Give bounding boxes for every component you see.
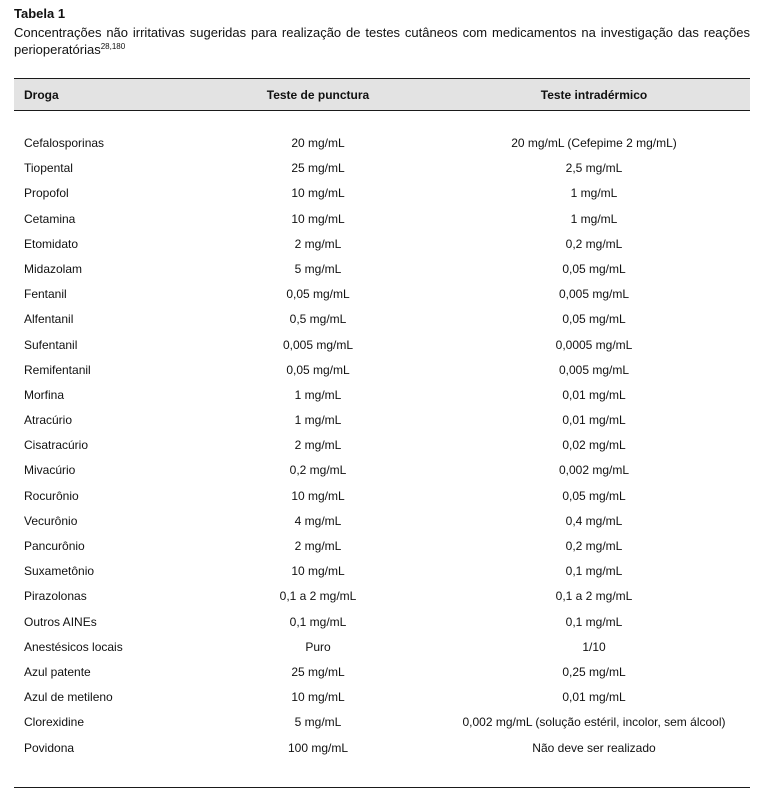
prick-test-cell: 100 mg/mL <box>287 740 349 755</box>
drug-cell: Propofol <box>24 186 69 201</box>
prick-test-cell: 0,05 mg/mL <box>286 287 350 302</box>
intradermal-test-cell: 0,1 mg/mL <box>565 564 623 579</box>
table-row <box>14 559 750 584</box>
drug-cell: Azul de metileno <box>24 690 113 705</box>
table-row <box>14 131 750 156</box>
intradermal-test-cell: 0,4 mg/mL <box>565 513 623 528</box>
intradermal-test-cell: 0,01 mg/mL <box>562 413 626 428</box>
prick-test-cell: 25 mg/mL <box>291 161 345 176</box>
column-header-prick-test: Teste de punctura <box>266 88 370 102</box>
intradermal-test-cell: 0,05 mg/mL <box>562 261 626 276</box>
table-row <box>14 534 750 559</box>
table-row <box>14 383 750 408</box>
table-caption-text: Concentrações não irritativas sugeridas para realização de testes cutâneos com medicamentos na investigação das reações perioperatórias <box>14 25 750 57</box>
table-row <box>14 408 750 433</box>
prick-test-cell: 5 mg/mL <box>294 261 342 276</box>
table-row <box>14 257 750 282</box>
table-body <box>14 131 750 761</box>
intradermal-test-cell: 0,0005 mg/mL <box>555 337 633 352</box>
table-row <box>14 484 750 509</box>
intradermal-test-cell: 0,2 mg/mL <box>565 539 623 553</box>
intradermal-test-cell: 1/10 <box>582 639 606 654</box>
drug-cell: Midazolam <box>24 261 83 276</box>
table-row <box>14 458 750 483</box>
drug-cell: Azul patente <box>24 664 91 679</box>
table-row <box>14 660 750 685</box>
prick-test-cell: 0,2 mg/mL <box>289 463 347 478</box>
drug-cell: Cetamina <box>24 211 76 226</box>
table-row <box>14 610 750 635</box>
drug-cell: Fentanil <box>24 287 67 302</box>
intradermal-test-cell: 20 mg/mL (Cefepime 2 mg/mL) <box>511 136 677 150</box>
prick-test-cell: 0,5 mg/mL <box>289 312 347 327</box>
prick-test-cell: Puro <box>305 639 331 654</box>
table-row <box>14 685 750 710</box>
intradermal-test-cell: 0,01 mg/mL <box>562 690 626 705</box>
prick-test-cell: 10 mg/mL <box>291 488 345 503</box>
drug-cell: Sufentanil <box>24 337 78 352</box>
intradermal-test-cell: 0,002 mg/mL <box>558 463 630 478</box>
prick-test-cell: 1 mg/mL <box>294 387 342 402</box>
prick-test-cell: 0,1 a 2 mg/mL <box>279 589 357 604</box>
table-row <box>14 282 750 307</box>
prick-test-cell: 1 mg/mL <box>294 413 342 428</box>
drug-cell: Cisatracúrio <box>24 438 89 453</box>
intradermal-test-cell: 0,2 mg/mL <box>565 236 623 251</box>
table-row <box>14 181 750 206</box>
table-row <box>14 156 750 181</box>
prick-test-cell: 0,005 mg/mL <box>282 337 354 352</box>
table-row <box>14 584 750 609</box>
drug-cell: Cefalosporinas <box>24 136 105 150</box>
intradermal-test-cell: 0,05 mg/mL <box>562 312 626 327</box>
table-row <box>14 635 750 660</box>
intradermal-test-cell: 0,02 mg/mL <box>562 438 626 453</box>
drug-cell: Clorexidine <box>24 715 85 730</box>
prick-test-cell: 10 mg/mL <box>291 211 345 226</box>
table-row <box>14 232 750 257</box>
prick-test-cell: 25 mg/mL <box>291 664 345 679</box>
drug-cell: Povidona <box>24 740 75 755</box>
column-header-drug: Droga <box>24 88 59 102</box>
bottom-rule <box>14 787 750 788</box>
drug-cell: Vecurônio <box>24 513 78 528</box>
drug-cell: Morfina <box>24 387 65 402</box>
table-row <box>14 358 750 383</box>
table-row <box>14 333 750 358</box>
drug-cell: Suxametônio <box>24 564 95 579</box>
intradermal-test-cell: 0,1 mg/mL <box>565 614 623 629</box>
table-header <box>14 79 750 111</box>
table-row <box>14 509 750 534</box>
drug-cell: Pancurônio <box>24 539 85 553</box>
prick-test-cell: 20 mg/mL <box>291 136 345 150</box>
caption-references: 28,180 <box>100 42 126 51</box>
drug-cell: Mivacúrio <box>24 463 76 478</box>
prick-test-cell: 10 mg/mL <box>291 690 345 705</box>
prick-test-cell: 4 mg/mL <box>294 513 342 528</box>
drug-cell: Etomidato <box>24 236 79 251</box>
intradermal-test-cell: 1 mg/mL <box>570 186 618 201</box>
drug-cell: Tiopental <box>24 161 73 176</box>
prick-test-cell: 2 mg/mL <box>294 539 342 553</box>
prick-test-cell: 0,05 mg/mL <box>286 362 350 377</box>
intradermal-test-cell: 2,5 mg/mL <box>565 161 623 176</box>
intradermal-test-cell: 1 mg/mL <box>570 211 618 226</box>
prick-test-cell: 10 mg/mL <box>291 564 345 579</box>
table-row <box>14 207 750 232</box>
prick-test-cell: 2 mg/mL <box>294 438 342 453</box>
table-row <box>14 433 750 458</box>
intradermal-test-cell: 0,01 mg/mL <box>562 387 626 402</box>
drug-cell: Anestésicos locais <box>24 639 123 654</box>
drug-cell: Outros AINEs <box>24 614 97 629</box>
column-header-intradermal-test: Teste intradérmico <box>540 88 648 102</box>
prick-test-cell: 0,1 mg/mL <box>289 614 347 629</box>
table-title: Tabela 1 <box>14 6 66 21</box>
intradermal-test-cell: 0,005 mg/mL <box>558 287 630 302</box>
table-row <box>14 736 750 761</box>
drug-cell: Alfentanil <box>24 312 74 327</box>
table-row <box>14 710 750 735</box>
intradermal-test-cell: 0,05 mg/mL <box>562 488 626 503</box>
intradermal-test-cell: 0,002 mg/mL (solução estéril, incolor, sem álcool) <box>462 715 726 730</box>
intradermal-test-cell: 0,25 mg/mL <box>562 664 626 679</box>
intradermal-test-cell: Não deve ser realizado <box>532 740 656 755</box>
prick-test-cell: 2 mg/mL <box>294 236 342 251</box>
prick-test-cell: 10 mg/mL <box>291 186 345 201</box>
drug-cell: Rocurônio <box>24 488 79 503</box>
prick-test-cell: 5 mg/mL <box>294 715 342 730</box>
drug-cell: Remifentanil <box>24 362 91 377</box>
drug-cell: Atracúrio <box>24 413 73 428</box>
drug-cell: Pirazolonas <box>24 589 87 604</box>
table-caption <box>14 24 750 58</box>
table-row <box>14 307 750 332</box>
intradermal-test-cell: 0,1 a 2 mg/mL <box>555 589 633 604</box>
intradermal-test-cell: 0,005 mg/mL <box>558 362 630 377</box>
